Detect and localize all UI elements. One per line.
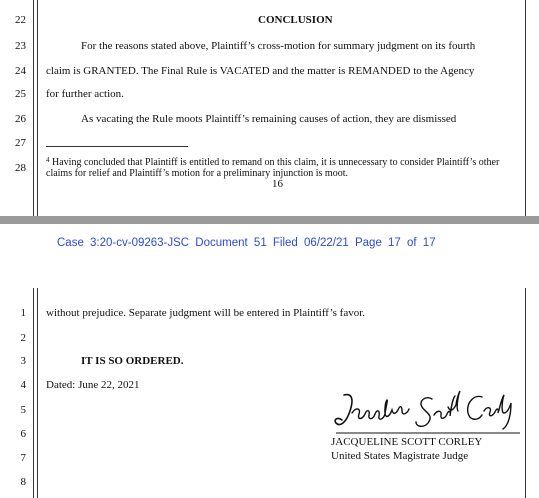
left-margin-rule-inner xyxy=(37,288,38,498)
body-line: For the reasons stated above, Plaintiff’s cross-motion for summary judgment on its fourth xyxy=(81,40,476,52)
footnote xyxy=(46,155,518,179)
line-number: 26 xyxy=(15,113,26,125)
line-number: 6 xyxy=(20,428,26,440)
body-line: As vacating the Rule moots Plaintiff’s remaining causes of action, they are dismissed xyxy=(81,113,457,125)
line-number: 1 xyxy=(20,307,26,319)
right-margin-rule xyxy=(525,0,526,216)
footnote-text: Having concluded that Plaintiff is entitled to remand on this claim, it is unnecessary to consider Plaintiff’s other claims for relief and Plaintiff’s motion for a preliminary injunction is moot. xyxy=(46,157,500,179)
page-16 xyxy=(0,0,539,216)
line-number: 25 xyxy=(15,88,26,100)
judge-name: JACQUELINE SCOTT CORLEY xyxy=(331,436,483,448)
page-17 xyxy=(0,224,539,498)
page-number: 16 xyxy=(272,178,283,190)
ecf-header: Case 3:20-cv-09263-JSC Document 51 Filed 06/22/21 Page 17 of 17 xyxy=(57,237,436,249)
line-number: 7 xyxy=(20,452,26,464)
body-line: for further action. xyxy=(46,88,124,100)
dated-line: Dated: June 22, 2021 xyxy=(46,379,140,391)
left-margin-rule xyxy=(33,0,34,216)
line-number: 27 xyxy=(15,137,26,149)
so-ordered: IT IS SO ORDERED. xyxy=(81,355,184,367)
line-number: 8 xyxy=(20,476,26,488)
body-line: without prejudice. Separate judgment will be entered in Plaintiff’s favor. xyxy=(46,307,366,319)
line-number: 4 xyxy=(20,379,26,391)
line-number: 28 xyxy=(15,162,26,174)
left-margin-rule xyxy=(33,288,34,498)
judge-title: United States Magistrate Judge xyxy=(331,450,469,462)
body-line: claim is GRANTED. The Final Rule is VACATED and the matter is REMANDED to the Agency xyxy=(46,65,475,77)
footnote-rule xyxy=(46,146,188,147)
line-number: 22 xyxy=(15,14,26,26)
page-separator xyxy=(0,216,539,224)
footnote-marker: 4 xyxy=(46,156,50,164)
line-number: 2 xyxy=(20,332,26,344)
line-number: 5 xyxy=(20,404,26,416)
line-number: 24 xyxy=(15,65,26,77)
conclusion-heading: CONCLUSION xyxy=(258,14,333,26)
left-margin-rule-inner xyxy=(37,0,38,216)
line-number: 23 xyxy=(15,40,26,52)
line-number: 3 xyxy=(20,355,26,367)
